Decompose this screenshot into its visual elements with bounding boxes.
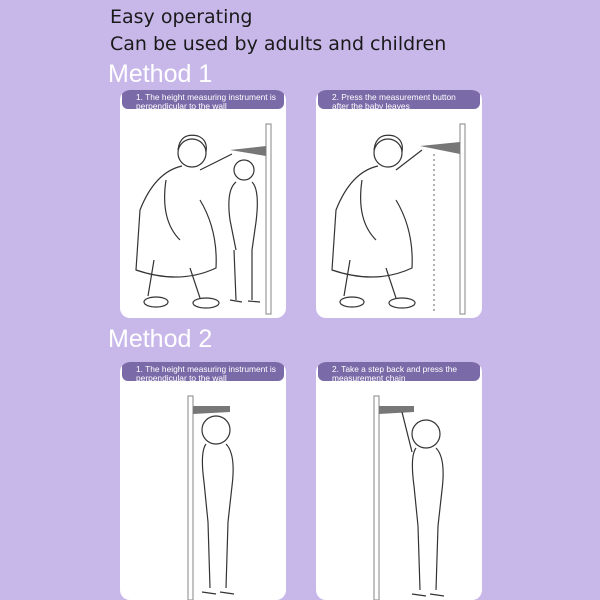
method2-step2-illustration [316,382,482,600]
heading-easy-operating: Easy operating [110,6,253,28]
method2-step1-illustration [120,382,286,600]
height-meter-icon [379,406,414,414]
method2-step2-caption: 2. Take a step back and press the measurement chain [318,362,480,381]
method1-step2-card [316,90,482,318]
method2-step1-caption: 1. The height measuring instrument is perpendicular to the wall [122,362,284,381]
method1-step2-caption: 2. Press the measurement button after the baby leaves [318,90,480,109]
wall-ruler [374,396,379,600]
height-meter-icon [193,406,230,414]
method-2-title: Method 2 [108,325,213,353]
method2-step2-card [316,362,482,600]
heading-users: Can be used by adults and children [110,33,447,55]
wall-ruler [266,124,271,314]
method1-step2-illustration [316,110,482,318]
method1-step1-caption: 1. The height measuring instrument is perpendicular to the wall [122,90,284,109]
method1-step1-card [120,90,286,318]
method-1-title: Method 1 [108,60,213,88]
height-meter-icon [230,146,266,156]
wall-ruler [460,124,465,314]
wall-ruler [188,396,193,600]
method2-step1-card [120,362,286,600]
method1-step1-illustration [120,110,286,318]
height-meter-icon [420,142,460,154]
